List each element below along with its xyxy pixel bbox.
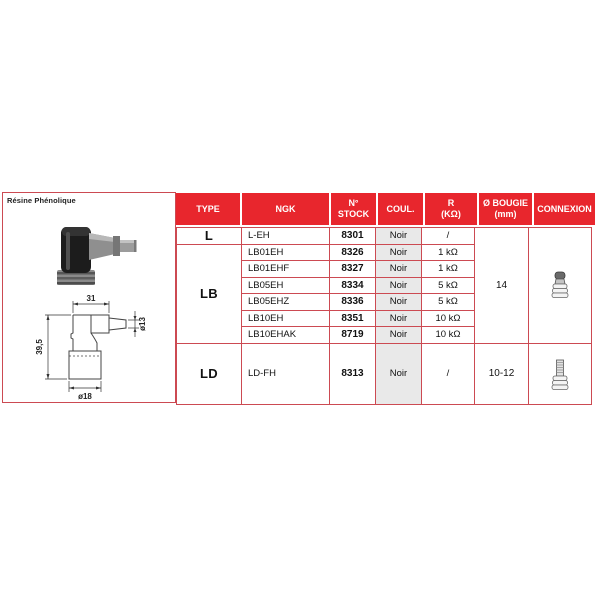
header-type: TYPE	[176, 193, 240, 225]
ngk-ref-cell: LB10EH	[242, 311, 329, 327]
stock-cell: 8327	[330, 261, 375, 277]
stock-cell: 8313	[330, 344, 375, 404]
couleur-cell: Noir	[376, 228, 421, 244]
ngk-ref-cell: LB01EH	[242, 245, 329, 261]
type-cell-LD: LD	[177, 344, 241, 404]
header-resistance: R (KΩ)	[425, 193, 477, 225]
header-stock: N° STOCK	[331, 193, 376, 225]
couleur-cell: Noir	[376, 327, 421, 343]
couleur-cell: Noir	[376, 294, 421, 310]
dim-width-label: 31	[86, 294, 96, 303]
resistance-cell: /	[422, 344, 474, 404]
type-cell-LB: LB	[177, 245, 241, 343]
dimension-drawing	[29, 293, 149, 401]
ngk-ref-cell: LD-FH	[242, 344, 329, 404]
stock-cell: 8334	[330, 278, 375, 294]
connexion-cell-LD	[529, 344, 591, 404]
spark-plug-threaded-stud-icon	[548, 358, 572, 390]
resistance-cell: 10 kΩ	[422, 311, 474, 327]
dim-tip-diameter-label: ø13	[138, 317, 147, 331]
elbow-spark-plug-cap-photo	[53, 225, 145, 289]
header-bougie-diameter: Ø BOUGIE (mm)	[479, 193, 532, 225]
stock-cell: 8336	[330, 294, 375, 310]
dim-base-diameter-label: ø18	[78, 392, 92, 401]
header-ngk: NGK	[242, 193, 329, 225]
resistance-cell: 1 kΩ	[422, 261, 474, 277]
stock-cell: 8326	[330, 245, 375, 261]
bougie-diameter-cell-L-LB: 14	[475, 228, 528, 343]
couleur-cell: Noir	[376, 311, 421, 327]
panel-title: Résine Phénolique	[7, 196, 76, 205]
stock-cell: 8719	[330, 327, 375, 343]
couleur-cell: Noir	[376, 278, 421, 294]
ngk-ref-cell: LB01EHF	[242, 261, 329, 277]
resistance-cell: 1 kΩ	[422, 245, 474, 261]
couleur-cell: Noir	[376, 245, 421, 261]
bougie-diameter-cell-LD: 10-12	[475, 344, 528, 404]
resistance-cell: 5 kΩ	[422, 294, 474, 310]
type-cell-L: L	[177, 228, 241, 244]
stock-cell: 8351	[330, 311, 375, 327]
spark-plug-terminal-nut-icon	[548, 270, 572, 300]
product-panel	[2, 192, 176, 403]
ngk-ref-cell: LB05EH	[242, 278, 329, 294]
couleur-cell: Noir	[376, 344, 421, 404]
ngk-ref-cell: LB10EHAK	[242, 327, 329, 343]
resistance-cell: /	[422, 228, 474, 244]
couleur-cell: Noir	[376, 261, 421, 277]
ngk-ref-cell: LB05EHZ	[242, 294, 329, 310]
dim-height-label: 39,5	[35, 339, 44, 355]
connexion-cell-L-LB	[529, 228, 591, 343]
resistance-cell: 5 kΩ	[422, 278, 474, 294]
ngk-ref-cell: L-EH	[242, 228, 329, 244]
spec-table-body	[176, 227, 592, 405]
spec-table-header	[176, 193, 595, 225]
header-connexion: CONNEXION	[534, 193, 595, 225]
resistance-cell: 10 kΩ	[422, 327, 474, 343]
stock-cell: 8301	[330, 228, 375, 244]
header-couleur: COUL.	[378, 193, 423, 225]
